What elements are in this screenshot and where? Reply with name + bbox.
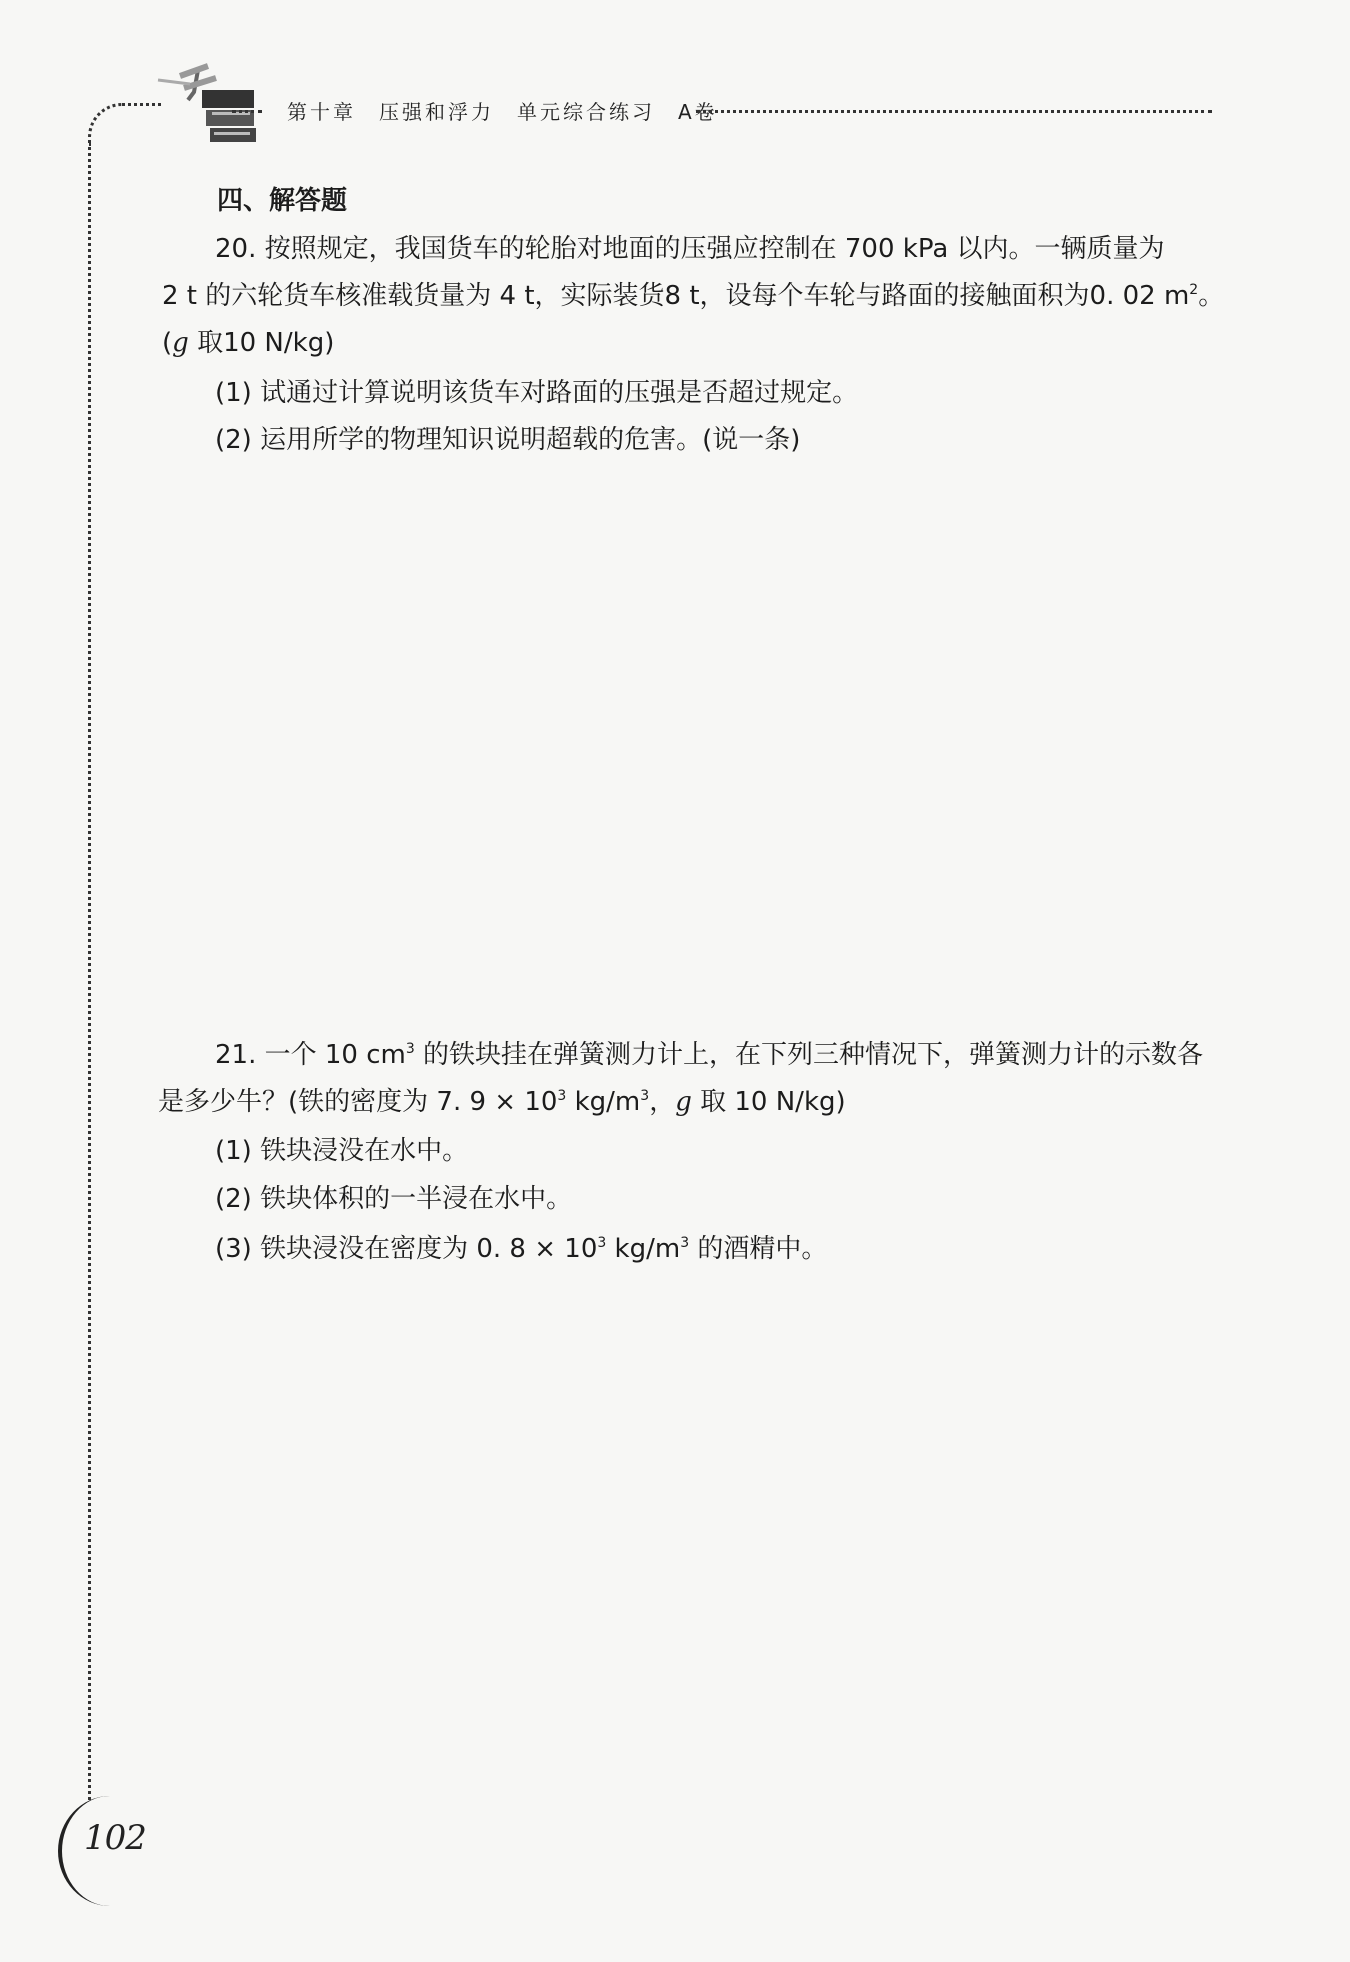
q20-line-2 xyxy=(162,279,1224,313)
q21-sub-3-sup-2: 3 xyxy=(680,1235,690,1251)
margin-curve xyxy=(88,103,161,146)
header-rule-left xyxy=(232,110,262,113)
q21-g-symbol: g xyxy=(675,1087,692,1117)
q21-line-2 xyxy=(158,1085,846,1119)
q20-line-2-end: 。 xyxy=(1198,281,1225,311)
q21-line-1-b: 的铁块挂在弹簧测力计上，在下列三种情况下，弹簧测力计的示数各 xyxy=(414,1040,1204,1070)
q21-line-2-d: 取 10 N/kg) xyxy=(691,1087,846,1117)
q20-line-3 xyxy=(162,326,334,360)
q21-sub-1: (1) 铁块浸没在水中。 xyxy=(215,1136,469,1166)
q20-line-2-text: 2 t 的六轮货车核准载货量为 4 t，实际装货8 t，设每个车轮与路面的接触面积为0. 02 m xyxy=(162,281,1190,311)
q21-sub-3-c: 的酒精中。 xyxy=(689,1234,828,1264)
q20-sub-2: (2) 运用所学的物理知识说明超载的危害。(说一条) xyxy=(215,425,801,455)
q20-paren: ( xyxy=(162,328,173,358)
q21-sub-2: (2) 铁块体积的一半浸在水中。 xyxy=(215,1184,573,1214)
q21-line-2-b: kg/m xyxy=(566,1087,641,1117)
q21-line-2-sup-2: 3 xyxy=(640,1088,650,1104)
chapter-header: 第十章 压强和浮力 单元综合练习 A卷 xyxy=(287,100,718,124)
margin-rule xyxy=(88,140,91,1800)
q20-superscript: 2 xyxy=(1189,282,1199,298)
section-title: 四、解答题 xyxy=(217,186,348,216)
page-number: 102 xyxy=(84,1818,146,1858)
chapter-logo-icon xyxy=(150,62,260,152)
q21-sub-3-a: (3) 铁块浸没在密度为 0. 8 × 10 xyxy=(215,1234,598,1264)
q21-sub-3-b: kg/m xyxy=(606,1234,681,1264)
q20-g-symbol: g xyxy=(172,328,189,358)
q21-sub-3 xyxy=(215,1232,827,1266)
q20-line-3-text: 取10 N/kg) xyxy=(188,328,335,358)
q21-line-1-a: 21. 一个 10 cm xyxy=(215,1040,406,1070)
q21-sub-3-sup-1: 3 xyxy=(597,1235,607,1251)
q21-line-1-sup: 3 xyxy=(405,1041,415,1057)
q20-line-1: 20. 按照规定，我国货车的轮胎对地面的压强应控制在 700 kPa 以内。一辆质量为 xyxy=(215,234,1165,264)
q21-line-2-c: ， xyxy=(649,1087,676,1117)
q20-sub-1: (1) 试通过计算说明该货车对路面的压强是否超过规定。 xyxy=(215,378,859,408)
q21-line-1 xyxy=(215,1038,1203,1072)
q21-line-2-sup-1: 3 xyxy=(557,1088,567,1104)
q21-line-2-a: 是多少牛？(铁的密度为 7. 9 × 10 xyxy=(158,1087,558,1117)
header-rule-right xyxy=(696,110,1212,113)
